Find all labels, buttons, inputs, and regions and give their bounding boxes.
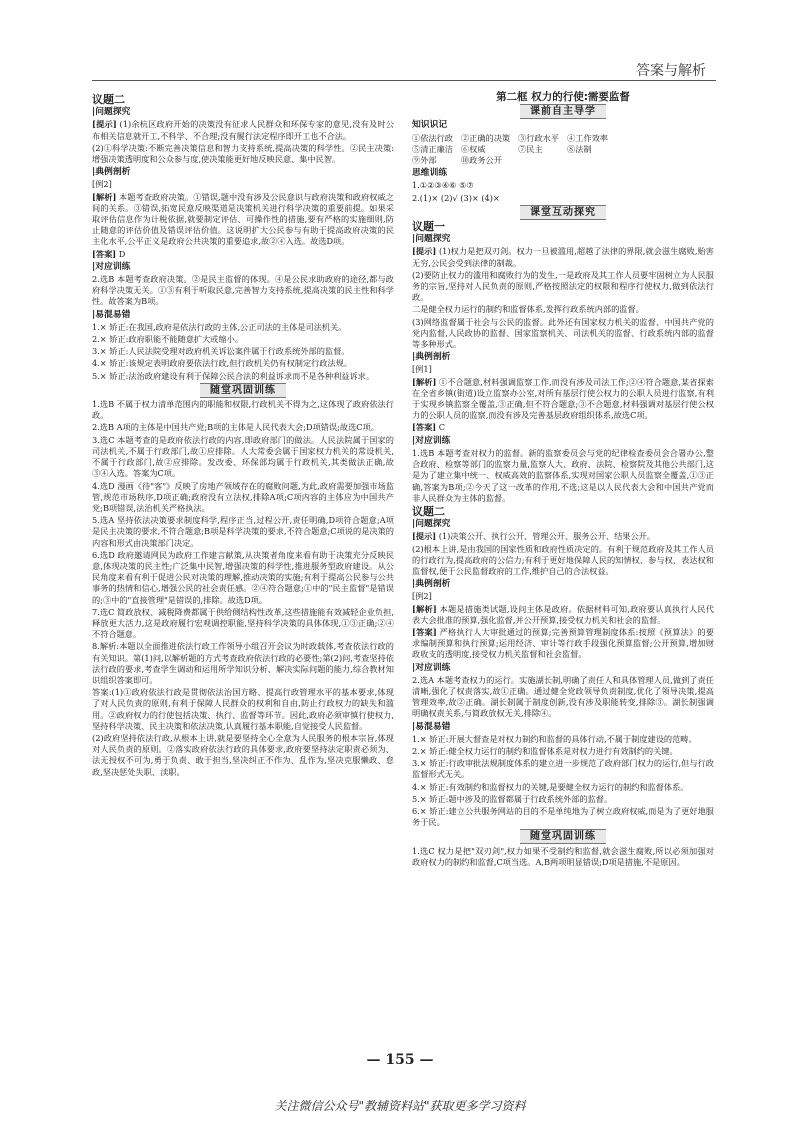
probe-paragraph: (3)网络监督属于社会与公民的监督。此外还有国家权力机关的监督、中国共产党的党内监督,人民政协的监督、国家监察机关、司法机关的监督、行政系统内部的监督等多种形式。 [412,316,714,350]
error-item: 3.× 矫正:行政审批法规制度体系的建立进一步规范了政府部门权力的运行,但与行政监督形式无关。 [412,758,714,780]
probe-paragraph: [提示] (1)权力是把双刃剑。权力一旦被滥用,超越了法律的界限,就会滋生腐败,贻害无穷,公民会受到法律的制裁。 [412,246,714,268]
error-item: 2.× 矫正:政府职能不能随意扩大或缩小。 [92,334,244,345]
example-label: [例1] [412,364,432,375]
answer-paragraph: [答案] 严格执行人大审批通过的预算;完善预算管理制度体系:按照《预算法》的要求编制预算和执行预算;运用经济、审计等行政手段强化预算监督;公开预算,增加财政收支的透明度,接受权力机关监督和社会监督。 [412,626,714,660]
thinking-line: 2.(1)× (2)√ (3)× (4)× [412,192,500,203]
probe-paragraph: 二是健全权力运行的制约和监督体系,发挥行政系统内部的监督。 [412,304,644,315]
error-item: 5.× 矫正:法治政府建设有利于保障公民合法的利益诉求而不是各种利益诉求。 [92,370,375,381]
grid-cell: ①依法行政 [412,132,453,143]
section-label: |易混易错 [92,309,131,320]
drill-band: 随堂巩固训练 [92,385,394,396]
grid-cell: ⑨外部 [412,155,437,166]
probe-paragraph: [提示] (1)余杭区政府开始的决策没有征求人民群众和环保专家的意见,没有及时公布相关信息就开工,不科学、不合理;没有履行法定程序即开工也不合法。 [92,119,394,141]
grid-cell: ⑦民主 [518,143,543,154]
analysis-paragraph: [解析] 本题是措施类试题,设问主体是政府。依据材料可知,政府要认真执行人民代表大会批准的预算,强化监督,并公开预算,接受权力机关和社会的监督。 [412,603,714,625]
grid-cell: ③行政水平 [518,132,560,143]
grid-cell: ②正确的决策 [460,132,511,143]
page-number: — 155 — [366,1052,434,1068]
training-paragraph: 2.选B 本题考查政府决策。②是民主监督的体现。④是公民求助政府的途径,都与政府科学决策无关。①③有利于听取民意,完善智力支持系统,提高决策的民主性和科学性。故答案为B项。 [92,274,394,307]
error-item: 4.× 矫正:有效制约和监督权力的关键,是要健全权力运行的制约和监督体系。 [412,781,689,792]
right-column [412,92,714,869]
section-label: |典例剖析 [412,579,451,590]
error-item: 1.× 矫正:在我国,政府是依法行政的主体,公正司法的主体是司法机关。 [92,321,347,332]
analysis-paragraph: [解析] 本题考查政府决策。①错误,题中没有涉及公民意识与政府决策和政府权威之间的关系。③错误,拓宽民意反映渠道是决策机关进行科学决策的重要前提。如果采取评估信息作为计税依据,就要制定评估、可操作性的措施,要有严格的实施细则,防止随意的评估价值及错误评估价值。这说明扩大公民参与有助于提高政府决策的民主化水平,公平正义是政府公共决策的重要追求,故②④入选。故选D项。 [92,191,394,247]
knowledge-grid [412,133,714,167]
grid-cell: ⑩政务公开 [460,155,502,166]
probe-paragraph: (2)根本上讲,是由我国的国家性质和政府性质决定的。有利于规范政府及其工作人员的行政行为,提高政府的公信力;有利于更好地保障人民的知情权、参与权、表达权和监督权,便于公民监督政府的工作,维护自己的合法权益。 [412,543,714,576]
grid-cell: ⑧法制 [567,143,592,154]
drill-band: 随堂巩固训练 [412,831,714,842]
section-label: 知识识记 [412,120,448,131]
left-column [92,92,394,779]
grid-cell: ④工作效率 [567,132,608,143]
answer-line: [答案] C [412,422,446,433]
analysis-paragraph: [解析] ①不合题意,材料强调监察工作,而没有涉及司法工作;②④符合题意,某省探索在全省乡镇(街道)设立监察办公室,对所有基层行使公权力的公职人员进行监察,有利于实现乡镇监察全覆盖,③正确,但不符合题意;③不合题意,材料强调对基层行使公权力的公职人员的监察,而没有涉及完善基层政府组织体系,故选C项。 [412,376,714,421]
drill-item: 2.选B A项的主体是中国共产党;B项的主体是人民代表大会;D项错误;故选C项。 [92,422,379,433]
drill-item: 1.选C 权力是把"双刃剑",权力如果不受制约和监督,就会滋生腐败,所以必须加强对政府权力的制约和监督,C项当选。A,B两项明显错误;D项是措施,不是原因。 [412,845,714,867]
drill-item: 6.选D 政府邀请网民为政府工作建言献策,从决策者角度来看有助于决策充分反映民意,体现决策的民主性;广泛集中民智,增强决策的科学性,推进服务型政府建设。从公民角度来看有利于促进公民对决策的理解,推动决策的实施;有利于提高公民参与公共事务的热情和信心,增强公民的社会责任感。②④符合题意;①中的"民主监督"是错误的;③中的"直接管理"是错误的,排除。故选D项。 [92,549,394,605]
example-label: [例2] [92,179,112,190]
thinking-line: 1.①②③④⑥ ⑤⑦ [412,180,474,191]
error-item: 5.× 矫正:题中涉及的监督都属于行政系统外部的监督。 [412,793,613,804]
topic-title: 议题二 [412,504,445,518]
drill-item: (2)政府坚持依法行政,从根本上讲,就是要坚持全心全意为人民服务的根本宗旨,体现对人民负责的原则。②落实政府依法行政的具体要求,政府要坚持法定职责必须为、法无授权不可为,勇于负责、敢于担当,坚决纠正不作为、乱作为,坚决克服懒政、怠政,坚决惩处失职、渎职。 [92,732,394,777]
drill-item: 4.选D 漫画《待"客"》反映了房地产领域存在的腐败问题,为此,政府需要加强市场监管,规范市场秩序,D项正确;政府没有立法权,排除A项;C项内容的主体应为中国共产党;B项错误,法治机关严格执法。 [92,480,394,513]
answer-line: [答案] D [92,248,126,259]
grid-cell: ⑤清正廉洁 [412,143,453,154]
section-label: |对应训练 [412,435,451,446]
grid-cell: ⑥权威 [460,143,486,154]
example-label: [例2] [412,591,432,602]
error-item: 3.× 矫正:人民法院受理对政府机关诉讼案件属于行政系统外部的监督。 [92,346,350,357]
section-label: |对应训练 [92,261,131,272]
section-label: |问题探究 [412,234,451,245]
error-item: 6.× 矫正:建立公共服务网站的目的不是单纯地为了树立政府权威,而是为了更好地服务于民。 [412,805,714,828]
drill-item: 8.解析:本题以全面推进依法行政工作领导小组召开会议为时政载体,考查依法行政的有关知识。第(1)问,以解析题的方式考查政府依法行政的必要性;第(2)问,考查坚持依法行政的要求,考查学生调动和运用所学知识分析、解决实际问题的能力,综合教材知识组织答案即可。 [92,641,394,685]
footer-note: 关注微信公众号"教辅资料站"获取更多学习资料 [274,1099,526,1113]
training-paragraph: 1.选B 本题考查对权力的监督。新的监察委员会与党的纪律检查委员会合署办公,整合政府、检察等部门的监察力量,监察人大、政府、法院、检察院及其他公共部门,这是为了建立集中统一、权威高效的监察体系,实现对国家公职人员监察全覆盖,①③正确,答案为B项;②今天了这一改革的作用,不选;这是以人民代表大会和中国共产党而非人民群众为主体的监督。 [412,447,714,503]
error-item: 4.× 矫正:该规定表明政府要依法行政,但行政机关仍有权制定行政法规。 [92,358,353,369]
drill-item: 1.选B 不属于权力清单范围内的职能和权限,行政机关不得为之,这体现了政府依法行政。 [92,399,394,421]
drill-item: 7.选C 简政放权、减税降费都属于供给侧结构性改革,这些措施能有效减轻企业负担,释放更大活力,这是政府履行宏观调控职能,坚持科学决策的具体体现,①③正确;②④不符合题意。 [92,606,394,640]
section-label: |典例剖析 [92,167,131,178]
section-label: |典例剖析 [412,352,451,363]
chapter-title: 第二框 权力的行使:需要监督 [496,91,630,103]
drill-item: 3.选C 本题考查的是政府依法行政的内容,即政府部门的做法。人民法院属于国家的司法机关,不属于行政部门,故①应排除。人大常委会属于国家权力机关的常设机关,不属于行政部门,故②应排除。发改委、环保部均属于行政机关,其类做法正确,故③④入选。答案为C项。 [92,434,394,479]
probe-paragraph: (2)①科学决策:不断完善决策信息和智力支持系统,提高决策的科学性。②民主决策:增强决策透明度和公众参与度,使决策能更好地反映民意、集中民智。 [92,142,394,165]
error-item: 2.× 矫正:健全权力运行的制约和监督体系是对权力进行有效制约的关键。 [412,745,678,756]
section-label: |对应训练 [412,662,451,673]
topic-title: 议题一 [412,220,445,234]
preview-band: 课前自主导学 [412,106,714,117]
header-divider [92,80,716,81]
error-item: 1.× 矫正:开展大督查是对权力制约和监督的具体行动,不属于制度建设的范畴。 [412,733,697,744]
header-title: 答案与解析 [636,63,706,79]
topic-title: 议题二 [92,93,125,106]
probe-paragraph: [提示] (1)决策公开、执行公开、管理公开、服务公开、结果公开。 [412,531,656,542]
section-label: |问题探究 [92,107,131,118]
probe-paragraph: (2)要防止权力的滥用和腐败行为的发生,一是政府及其工作人员要牢固树立为人民服务的宗旨,坚持对人民负责的原则,严格按照法定的权限和程序行使权力,做到依法行政。 [412,269,714,303]
drill-item: 答案:(1)①政府依法行政是贯彻依法治国方略、提高行政管理水平的基本要求,体现了对人民负责的原则,有利于保障人民群众的权利和自由,防止行政权力的缺失和滥用。②政府权力的行使包括决策、执行、监督等环节。因此,政府必须审慎行使权力,坚持科学决策、民主决策和依法决策,认真履行基本职能,自觉接受人民监督。 [92,687,394,731]
section-label: |易混易错 [412,721,451,732]
training-paragraph: 2.选A 本题考查权力的运行。实施湖长制,明确了责任人和具体管理人员,做到了责任清晰,强化了权责落实,故①正确。通过健全党政领导负责制度,优化了领导决策,提高管理效率,故②正确。湖长制属于制度创新,没有涉及职能转变,排除③。湖长制强调明确权责关系,与简政放权无关,排除④。 [412,674,714,719]
section-label: |问题探究 [412,519,451,530]
drill-item: 5.选A 坚持依法决策要求制度科学,程序正当,过程公开,责任明确,D项符合题意;A项是民主决策的要求,不符合题意;B项是科学决策的要求,不符合题意;C项说的是决策的内容和形式由决策部门决定。 [92,515,394,548]
section-label: 思维训练 [412,168,448,179]
class-band: 课堂互动探究 [412,207,714,218]
